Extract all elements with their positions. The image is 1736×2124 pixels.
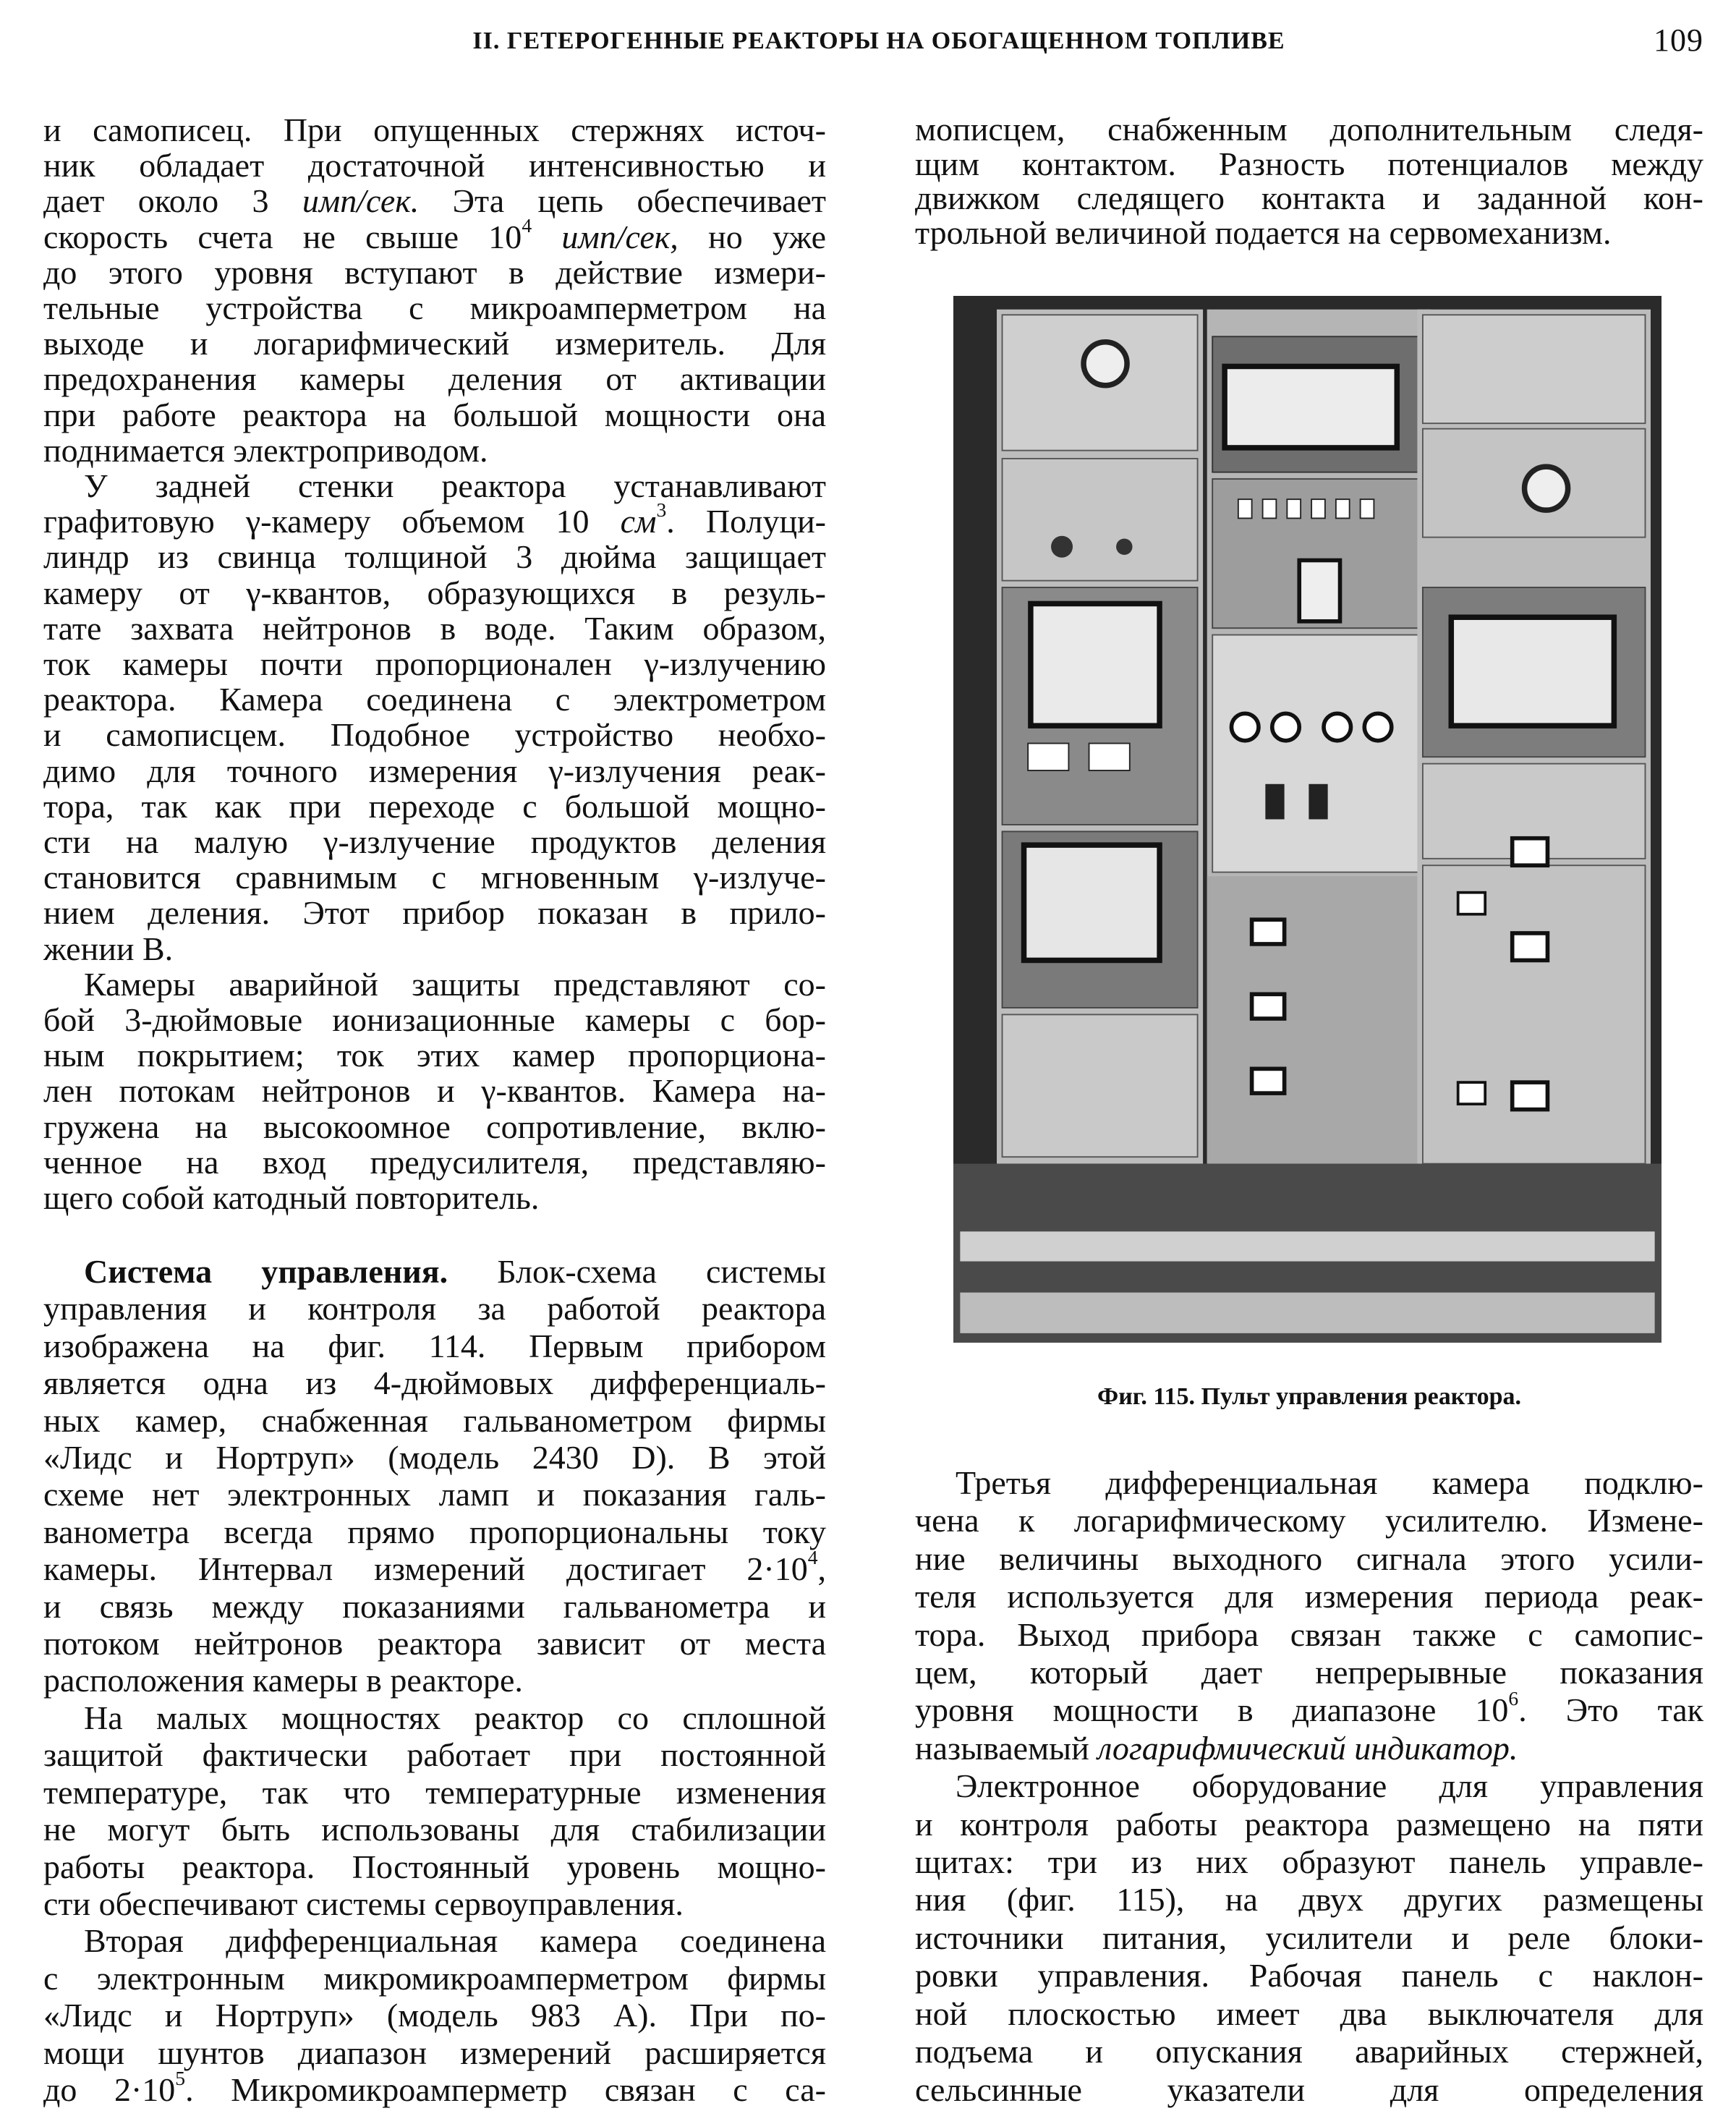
text-line	[915, 1502, 1703, 1539]
text-run: схеме нет электронных ламп и показания галь-	[43, 1476, 826, 1513]
paragraph	[915, 1464, 1703, 1767]
text-run: На малых мощностях реактор со сплошной	[84, 1699, 826, 1736]
paragraph	[915, 1767, 1703, 2109]
paragraph	[43, 1922, 826, 2108]
text-run: реактора. Камера соединена с электрометром	[43, 681, 826, 718]
text-line	[43, 824, 826, 859]
text-line	[43, 1960, 826, 1997]
text-line	[43, 433, 826, 468]
text-line	[43, 753, 826, 789]
text-line	[43, 1290, 826, 1327]
text-run: тате захвата нейтронов в воде. Таким образом,	[43, 609, 826, 647]
right-column-top	[915, 112, 1703, 250]
right-column-bottom	[915, 1464, 1703, 2109]
text-run: с электронным микромикроамперметром фирмы	[43, 1959, 826, 1997]
text-line	[43, 1662, 826, 1699]
text-run: и самописец. При опущенных стержнях источ-	[43, 111, 826, 148]
text-line	[43, 1073, 826, 1108]
text-line	[43, 1402, 826, 1439]
text-run: ние величины выходного сигнала этого усили-	[915, 1539, 1703, 1577]
text-run: . Микромикроамперметр связан с са-	[185, 2070, 826, 2108]
text-run: ным покрытием; ток этих камер пропорциона-	[43, 1037, 826, 1074]
text-line	[43, 1476, 826, 1513]
text-run: ных камер, снабженная гальванометром фирмы	[43, 1401, 826, 1439]
paragraph	[43, 468, 826, 967]
text-run: трольной величиной подается на сервомеханизм.	[915, 213, 1612, 251]
text-run: температуре, так что температурные изменения	[43, 1773, 826, 1811]
text-run: является одна из 4-дюймовых дифференциаль-	[43, 1364, 826, 1402]
text-run: линдр из свинца толщиной 3 дюйма защищает	[43, 538, 826, 576]
text-line	[915, 1464, 1703, 1502]
left-column-bottom	[43, 1253, 826, 2108]
text-run: скорость счета не свыше 10	[43, 218, 522, 255]
text-run: до этого уровня вступают в действие измери-	[43, 253, 826, 291]
text-line	[915, 1806, 1703, 1843]
text-line	[43, 1736, 826, 1773]
text-line	[43, 895, 826, 930]
right-cabinet	[1417, 310, 1651, 1164]
text-run: ровки управления. Рабочая панель с наклон-	[915, 1957, 1703, 1995]
text-line	[43, 1774, 826, 1811]
center-cabinet	[1207, 310, 1431, 1164]
figure-115-control-console-photo	[953, 296, 1661, 1343]
text-run: ник обладает достаточной интенсивностью и	[43, 147, 826, 184]
italic-text: имп/сек,	[561, 218, 678, 255]
text-line	[43, 1699, 826, 1736]
text-line	[43, 1144, 826, 1180]
text-line	[915, 1687, 1703, 1729]
text-line	[43, 1922, 826, 1959]
text-run: У задней стенки реактора устанавливают	[84, 467, 826, 505]
running-header: II. ГЕТЕРОГЕННЫЕ РЕАКТОРЫ НА ОБОГАЩЕННОМ ТОПЛИВЕ	[472, 27, 1285, 54]
text-run: источники питания, усилители и реле блоки-	[915, 1919, 1703, 1956]
text-run: бой 3-дюймовые ионизационные камеры с бор-	[43, 1001, 826, 1039]
text-line	[43, 1328, 826, 1364]
text-line	[43, 931, 826, 967]
text-line	[43, 2034, 826, 2071]
text-line	[915, 147, 1703, 182]
text-line	[915, 1995, 1703, 2033]
text-run: щим контактом. Разность потенциалов между	[915, 145, 1703, 182]
text-line	[915, 1730, 1703, 1767]
superscript: 6	[1508, 1687, 1519, 1710]
text-run: камеру от γ-квантов, образующихся в резуль-	[43, 574, 826, 611]
text-run: работы реактора. Постоянный уровень мощно-	[43, 1848, 826, 1885]
text-run: Электронное оборудование для управления	[956, 1767, 1703, 1805]
text-run: жении В.	[43, 930, 174, 967]
text-run: ной плоскостью имеет два выключателя для	[915, 1995, 1703, 2032]
text-run: до 2·10	[43, 2070, 176, 2108]
italic-text: логарифмический индикатор.	[1097, 1729, 1518, 1767]
text-run: камеры. Интервал измерений достигает 2·10	[43, 1550, 808, 1588]
text-run: сельсинные указатели для определения	[915, 2070, 1703, 2108]
text-line	[43, 183, 826, 218]
text-line	[43, 148, 826, 183]
text-line	[43, 2066, 826, 2108]
text-run: ченное на вход предусилителя, представляю-	[43, 1143, 826, 1181]
console-base	[953, 1164, 1661, 1343]
text-run: выходе и логарифмический измеритель. Для	[43, 325, 826, 362]
text-line	[43, 1885, 826, 1922]
text-line	[43, 361, 826, 396]
bold-run-in-heading: Система управления.	[84, 1253, 448, 1290]
figure-caption: Фиг. 115. Пульт управления реактора.	[1097, 1383, 1521, 1410]
text-line	[915, 1767, 1703, 1805]
text-line	[43, 1811, 826, 1848]
text-run: Третья дифференциальная камера подклю-	[956, 1464, 1703, 1501]
text-run: . Это так	[1518, 1691, 1703, 1729]
text-run: ток камеры почти пропорционален γ-излучению	[43, 645, 826, 683]
text-line	[43, 397, 826, 433]
text-line	[43, 1439, 826, 1476]
text-line	[43, 539, 826, 574]
text-line	[43, 646, 826, 681]
text-line	[43, 1546, 826, 1588]
text-run: Вторая дифференциальная камера соединена	[84, 1922, 826, 1960]
text-line	[43, 112, 826, 148]
text-line	[915, 2033, 1703, 2070]
text-run	[532, 218, 561, 255]
text-run: ния (фиг. 115), на двух других размещены	[915, 1881, 1703, 1919]
text-run: лен потокам нейтронов и γ-квантов. Камера на-	[43, 1072, 826, 1110]
text-line	[915, 1540, 1703, 1578]
text-run: чена к логарифмическому усилителю. Измене-	[915, 1502, 1703, 1539]
text-run: . Полуци-	[666, 503, 826, 540]
text-run: не могут быть использованы для стабилизации	[43, 1811, 826, 1848]
text-run: потоком нейтронов реактора зависит от места	[43, 1625, 826, 1662]
italic-text: см	[620, 503, 657, 540]
text-run: управления и контроля за работой реактора	[43, 1290, 826, 1328]
text-run: гружена на высокоомное сопротивление, вклю-	[43, 1108, 826, 1145]
left-column-top	[43, 112, 826, 1215]
text-line	[915, 112, 1703, 147]
text-line	[915, 1919, 1703, 1957]
text-line	[43, 681, 826, 717]
text-run: сти обеспечивают системы сервоуправления.	[43, 1885, 684, 1922]
text-run: поднимается электроприводом.	[43, 431, 488, 469]
text-run: тельные устройства с микроамперметром на	[43, 289, 826, 327]
text-run: называемый	[915, 1729, 1098, 1767]
text-line	[43, 1364, 826, 1401]
text-run: и контроля работы реактора размещено на пяти	[915, 1805, 1703, 1843]
text-run: мописцем, снабженным дополнительным следя-	[915, 111, 1703, 148]
text-line	[915, 1654, 1703, 1691]
text-line	[43, 468, 826, 504]
text-run: щитах: три из них образуют панель управле-	[915, 1843, 1703, 1881]
text-run: «Лидс и Нортруп» (модель 2430 D). В этой	[43, 1439, 826, 1477]
text-run: димо для точного измерения γ-излучения реак-	[43, 752, 826, 789]
text-run: расположения камеры в реакторе.	[43, 1662, 523, 1699]
paragraph	[43, 1253, 826, 1699]
text-line	[43, 967, 826, 1002]
text-run: при работе реактора на большой мощности она	[43, 396, 826, 433]
text-run: движком следящего контакта и заданной кон-	[915, 179, 1703, 216]
page-number: 109	[1654, 22, 1703, 58]
superscript: 5	[175, 2066, 186, 2089]
text-run: и самописцем. Подобное устройство необхо-	[43, 716, 826, 754]
text-run: графитовую γ-камеру объемом 10	[43, 503, 621, 540]
text-line	[43, 1253, 826, 1290]
text-run: защитой фактически работает при постоянной	[43, 1736, 826, 1774]
text-run: предохранения камеры деления от активации	[43, 360, 826, 398]
text-run: Эта цепь обеспечивает	[419, 182, 827, 220]
text-run: ванометра всегда прямо пропорциональны току	[43, 1513, 826, 1550]
paragraph	[43, 1699, 826, 1922]
text-line	[43, 789, 826, 824]
text-line	[915, 1843, 1703, 1881]
text-line	[915, 181, 1703, 216]
text-line	[43, 859, 826, 895]
text-run: и связь между показаниями гальванометра и	[43, 1587, 826, 1625]
text-line	[43, 1588, 826, 1625]
text-line	[43, 717, 826, 752]
text-line	[43, 1848, 826, 1885]
superscript: 4	[522, 213, 532, 237]
text-line	[915, 213, 1703, 251]
text-run: уровня мощности в диапазоне 10	[915, 1691, 1509, 1729]
text-run: сти на малую γ-излучение продуктов деления	[43, 823, 826, 861]
text-run: тора, так как при переходе с большой мощно-	[43, 787, 826, 825]
text-line	[43, 1002, 826, 1037]
text-line	[915, 1616, 1703, 1654]
text-run: «Лидс и Нортруп» (модель 983 А). При по-	[43, 1997, 826, 2034]
text-line	[43, 213, 826, 255]
text-line	[43, 575, 826, 611]
text-run: становится сравнимым с мгновенным γ-излуче-	[43, 859, 826, 896]
text-line	[43, 255, 826, 290]
text-line	[43, 1037, 826, 1073]
text-line	[43, 611, 826, 646]
text-line	[43, 498, 826, 540]
text-line	[43, 1109, 826, 1144]
text-line	[43, 1180, 826, 1215]
text-line	[915, 2071, 1703, 2109]
paragraph	[43, 112, 826, 468]
text-line	[43, 290, 826, 326]
text-run: тора. Выход прибора связан также с самопис-	[915, 1615, 1703, 1653]
paragraph	[915, 112, 1703, 250]
text-line	[915, 1881, 1703, 1919]
text-line	[43, 1997, 826, 2034]
text-run: но уже	[678, 218, 826, 255]
italic-text: имп/сек.	[302, 182, 420, 220]
text-line	[915, 1957, 1703, 1995]
paragraph	[43, 967, 826, 1215]
text-run: мощи шунтов диапазон измерений расширяется	[43, 2034, 826, 2071]
text-run: изображена на фиг. 114. Первым прибором	[43, 1327, 826, 1364]
text-run: подъема и опускания аварийных стержней,	[915, 2033, 1703, 2070]
text-line	[43, 1513, 826, 1550]
text-line	[43, 326, 826, 361]
text-run: теля используется для измерения периода реак-	[915, 1578, 1703, 1615]
text-run: цем, который дает непрерывные показания	[915, 1654, 1703, 1691]
left-cabinet	[997, 310, 1203, 1164]
text-run: Камеры аварийной защиты представляют со-	[84, 965, 826, 1003]
text-run: ,	[817, 1550, 826, 1588]
text-line	[43, 1625, 826, 1662]
superscript: 4	[807, 1546, 818, 1569]
text-run: щего собой катодный повторитель.	[43, 1179, 540, 1217]
superscript: 3	[656, 498, 667, 522]
text-run: Блок-схема системы	[448, 1253, 826, 1290]
text-line	[915, 1578, 1703, 1615]
text-run: дает около 3	[43, 182, 302, 220]
text-run: нием деления. Этот прибор показан в прило-	[43, 894, 826, 932]
